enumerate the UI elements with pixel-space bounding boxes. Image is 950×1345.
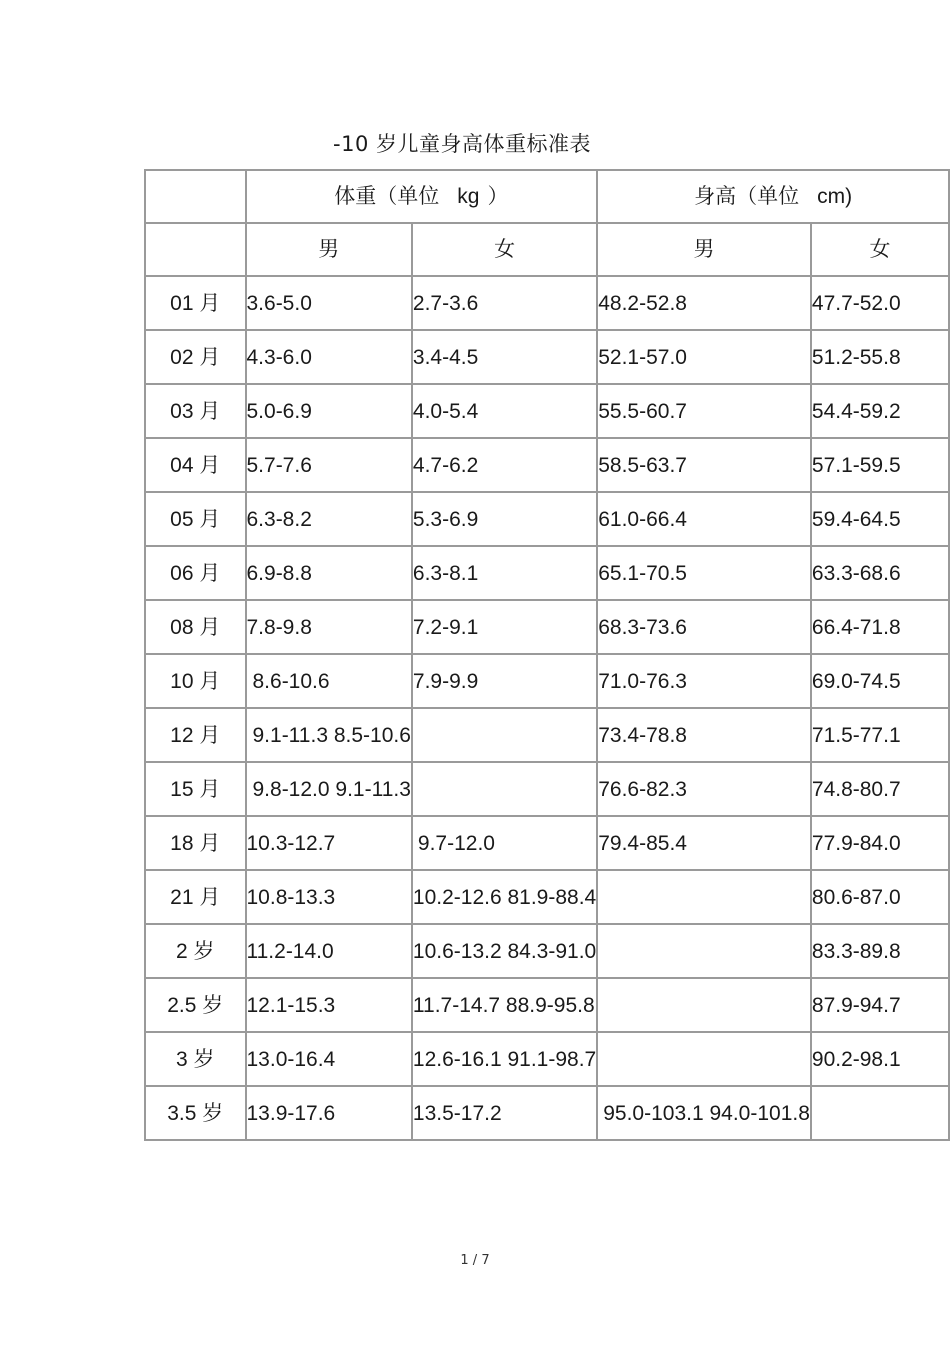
height-male-cell: 73.4-78.8 (597, 708, 811, 762)
height-female-cell: 51.2-55.8 (811, 330, 949, 384)
age-cell: 06 月 (145, 546, 246, 600)
table-row (145, 1086, 949, 1140)
table-row (145, 1032, 949, 1086)
height-female-cell: 83.3-89.8 (811, 924, 949, 978)
height-female-header: 女 (811, 223, 949, 276)
page-number: 1 / 7 (460, 1253, 490, 1268)
height-female-cell (811, 1086, 949, 1140)
height-female-cell: 47.7-52.0 (811, 276, 949, 330)
weight-male-cell: 8.6-10.6 (246, 654, 412, 708)
header-row-units (145, 170, 949, 223)
table-row (145, 384, 949, 438)
age-cell: 10 月 (145, 654, 246, 708)
weight-female-cell: 7.9-9.9 (412, 654, 597, 708)
weight-male-cell: 10.3-12.7 (246, 816, 412, 870)
height-male-cell: 95.0-103.1 94.0-101.8 (597, 1086, 811, 1140)
table-row (145, 978, 949, 1032)
weight-male-cell: 6.3-8.2 (246, 492, 412, 546)
weight-header-unit: kg (457, 185, 480, 208)
weight-female-cell: 4.7-6.2 (412, 438, 597, 492)
table-row (145, 492, 949, 546)
height-male-cell: 52.1-57.0 (597, 330, 811, 384)
height-male-cell: 61.0-66.4 (597, 492, 811, 546)
weight-female-cell: 5.3-6.9 (412, 492, 597, 546)
height-male-cell (597, 978, 811, 1032)
height-male-cell: 79.4-85.4 (597, 816, 811, 870)
corner-cell (145, 170, 246, 223)
weight-male-cell: 12.1-15.3 (246, 978, 412, 1032)
age-cell: 02 月 (145, 330, 246, 384)
height-male-header: 男 (597, 223, 811, 276)
table-row (145, 330, 949, 384)
height-male-cell: 65.1-70.5 (597, 546, 811, 600)
age-cell: 15 月 (145, 762, 246, 816)
table-row (145, 654, 949, 708)
height-male-cell (597, 1032, 811, 1086)
age-cell: 2 岁 (145, 924, 246, 978)
height-female-cell: 80.6-87.0 (811, 870, 949, 924)
weight-male-cell: 7.8-9.8 (246, 600, 412, 654)
age-cell: 01 月 (145, 276, 246, 330)
weight-female-cell: 2.7-3.6 (412, 276, 597, 330)
height-female-cell: 71.5-77.1 (811, 708, 949, 762)
height-header (597, 170, 949, 223)
table-row (145, 276, 949, 330)
age-cell: 3.5 岁 (145, 1086, 246, 1140)
weight-female-cell: 6.3-8.1 (412, 546, 597, 600)
weight-female-cell (412, 708, 597, 762)
document-title: -10 岁儿童身高体重标准表 (333, 132, 591, 156)
age-cell: 21 月 (145, 870, 246, 924)
table-row (145, 924, 949, 978)
table-row (145, 708, 949, 762)
height-female-cell: 57.1-59.5 (811, 438, 949, 492)
height-female-cell: 90.2-98.1 (811, 1032, 949, 1086)
weight-male-cell: 4.3-6.0 (246, 330, 412, 384)
corner-cell-2 (145, 223, 246, 276)
height-female-cell: 59.4-64.5 (811, 492, 949, 546)
height-female-cell: 54.4-59.2 (811, 384, 949, 438)
table-row (145, 546, 949, 600)
table-row (145, 438, 949, 492)
header-row-sex (145, 223, 949, 276)
table-row (145, 600, 949, 654)
height-female-cell: 87.9-94.7 (811, 978, 949, 1032)
weight-male-cell: 5.0-6.9 (246, 384, 412, 438)
weight-male-header: 男 (246, 223, 412, 276)
height-male-cell (597, 924, 811, 978)
weight-female-cell: 13.5-17.2 (412, 1086, 597, 1140)
table-row (145, 762, 949, 816)
weight-female-cell: 11.7-14.7 88.9-95.8 (412, 978, 597, 1032)
height-female-cell: 77.9-84.0 (811, 816, 949, 870)
weight-male-cell: 9.1-11.3 8.5-10.6 (246, 708, 412, 762)
table-row (145, 816, 949, 870)
weight-male-cell: 11.2-14.0 (246, 924, 412, 978)
height-male-cell: 71.0-76.3 (597, 654, 811, 708)
height-female-cell: 66.4-71.8 (811, 600, 949, 654)
height-male-cell: 76.6-82.3 (597, 762, 811, 816)
weight-female-cell: 10.6-13.2 84.3-91.0 (412, 924, 597, 978)
age-cell: 2.5 岁 (145, 978, 246, 1032)
height-header-label: 身高（单位 (694, 185, 800, 208)
weight-male-cell: 10.8-13.3 (246, 870, 412, 924)
age-cell: 18 月 (145, 816, 246, 870)
age-cell: 12 月 (145, 708, 246, 762)
weight-female-header: 女 (412, 223, 597, 276)
height-female-cell: 63.3-68.6 (811, 546, 949, 600)
height-male-cell: 48.2-52.8 (597, 276, 811, 330)
height-male-cell: 58.5-63.7 (597, 438, 811, 492)
weight-male-cell: 3.6-5.0 (246, 276, 412, 330)
weight-male-cell: 6.9-8.8 (246, 546, 412, 600)
weight-male-cell: 13.0-16.4 (246, 1032, 412, 1086)
age-cell: 05 月 (145, 492, 246, 546)
age-cell: 04 月 (145, 438, 246, 492)
weight-female-cell: 4.0-5.4 (412, 384, 597, 438)
weight-header (246, 170, 598, 223)
weight-female-cell: 9.7-12.0 (412, 816, 597, 870)
age-cell: 03 月 (145, 384, 246, 438)
height-female-cell: 69.0-74.5 (811, 654, 949, 708)
height-male-cell: 68.3-73.6 (597, 600, 811, 654)
height-male-cell: 55.5-60.7 (597, 384, 811, 438)
weight-female-cell: 10.2-12.6 81.9-88.4 (412, 870, 597, 924)
height-header-unit: cm) (817, 185, 853, 208)
age-cell: 08 月 (145, 600, 246, 654)
age-cell: 3 岁 (145, 1032, 246, 1086)
growth-standard-table (144, 169, 950, 1141)
weight-male-cell: 5.7-7.6 (246, 438, 412, 492)
table-row (145, 870, 949, 924)
weight-female-cell (412, 762, 597, 816)
weight-female-cell: 3.4-4.5 (412, 330, 597, 384)
weight-male-cell: 13.9-17.6 (246, 1086, 412, 1140)
height-male-cell (597, 870, 811, 924)
height-female-cell: 74.8-80.7 (811, 762, 949, 816)
weight-header-label: 体重（单位 (334, 185, 440, 208)
weight-female-cell: 7.2-9.1 (412, 600, 597, 654)
weight-header-close: ） (487, 185, 509, 208)
weight-male-cell: 9.8-12.0 9.1-11.3 (246, 762, 412, 816)
weight-female-cell: 12.6-16.1 91.1-98.7 (412, 1032, 597, 1086)
